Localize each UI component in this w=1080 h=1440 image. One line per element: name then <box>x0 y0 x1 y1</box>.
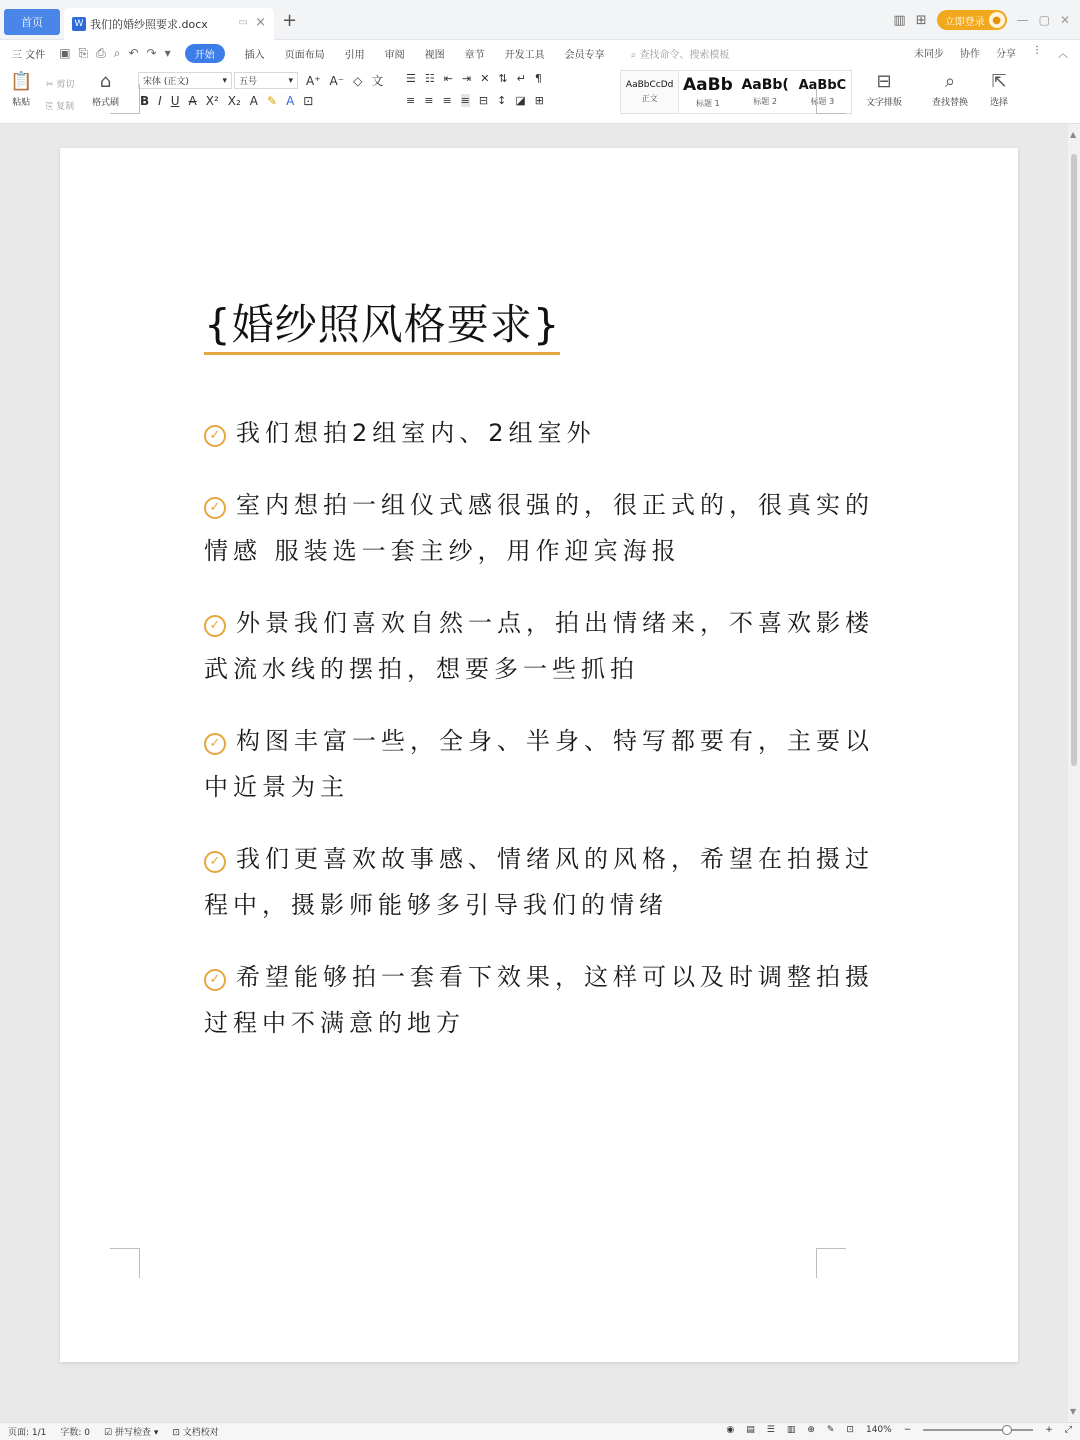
tab-home[interactable]: 开始 <box>185 44 225 63</box>
increase-indent-icon[interactable]: ⇥ <box>461 72 472 85</box>
zoom-slider[interactable] <box>923 1429 1033 1431</box>
fullscreen-icon[interactable]: ⤢ <box>1064 1425 1072 1435</box>
tab-member[interactable]: 会员专享 <box>564 49 605 61</box>
text-effect-icon[interactable]: A <box>249 94 258 108</box>
customize-icon[interactable]: ▾ <box>164 46 171 60</box>
style-normal[interactable] <box>621 71 679 113</box>
list-item[interactable] <box>204 718 874 810</box>
strikethrough-icon[interactable]: A <box>188 94 197 108</box>
copy-button[interactable]: ⎘ 复制 <box>46 102 75 112</box>
justify-icon[interactable]: ≡ <box>460 94 470 107</box>
chevron-down-icon: ▾ <box>222 75 227 86</box>
select-label: 选择 <box>990 98 1009 108</box>
collapse-ribbon-icon[interactable]: ︿ <box>1058 49 1068 60</box>
style-heading-1[interactable] <box>679 71 736 113</box>
text-layout-button[interactable] <box>866 72 902 108</box>
list-item-text: 希望能够拍一套看下效果，这样可以及时调整拍摄过程中不满意的地方 <box>204 963 874 1037</box>
highlight-icon[interactable]: ✎ <box>267 94 278 108</box>
tab-review[interactable]: 审阅 <box>384 49 405 61</box>
paste-button[interactable] <box>10 72 32 108</box>
word-doc-icon: W <box>72 17 86 31</box>
login-label: 立即登录 <box>944 16 985 28</box>
list-item[interactable] <box>204 836 874 928</box>
zoom-out-icon[interactable]: − <box>903 1425 912 1435</box>
paste-label: 粘贴 <box>12 98 31 108</box>
scroll-up-icon[interactable]: ▲ <box>1070 130 1077 139</box>
margin-mark-top-right <box>816 84 846 114</box>
search-command-input[interactable] <box>631 46 730 61</box>
style-heading-2-sample: AaBb( <box>741 77 789 93</box>
copy-label: 复制 <box>56 102 75 112</box>
tab-developer[interactable]: 开发工具 <box>504 49 545 61</box>
list-item-text: 我们想拍2组室内、2组室外 <box>236 419 596 447</box>
file-menu[interactable]: 三 文件 <box>12 49 46 61</box>
zoom-level[interactable]: 140% <box>865 1425 892 1435</box>
font-color-icon[interactable]: A <box>286 94 295 108</box>
tab-chapter[interactable]: 章节 <box>464 49 485 61</box>
zoom-slider-knob[interactable] <box>1002 1425 1012 1435</box>
list-item[interactable] <box>204 410 874 456</box>
magnifier-icon: ⌕ <box>944 71 956 92</box>
chinese-layout-icon[interactable]: ✕ <box>480 72 490 85</box>
bullet-list-icon[interactable]: ☰ <box>406 72 416 85</box>
share-button[interactable]: 分享 <box>996 49 1016 60</box>
check-circle-icon: ✓ <box>204 425 226 447</box>
shading-icon[interactable]: ◪ <box>515 94 526 107</box>
close-tab-icon[interactable]: × <box>255 15 266 30</box>
check-circle-icon: ✓ <box>204 497 226 519</box>
font-family-value: 宋体 (正文) <box>143 77 189 87</box>
list-item-text: 外景我们喜欢自然一点，拍出情绪来，不喜欢影楼武流水线的摆拍，想要多一些抓拍 <box>204 609 874 683</box>
document-tab-label: 我们的婚纱照要求.docx <box>90 18 208 31</box>
minimize-icon[interactable]: — <box>1016 13 1029 27</box>
list-item-text: 我们更喜欢故事感、情绪风的风格，希望在拍摄过程中，摄影师能够多引导我们的情绪 <box>204 845 874 919</box>
eye-protect-icon[interactable]: ◉ <box>726 1425 735 1435</box>
margin-mark-bottom-right <box>816 1248 846 1278</box>
shrink-font-icon[interactable]: A⁻ <box>329 73 345 88</box>
bold-icon[interactable]: B <box>140 94 150 108</box>
style-normal-sample: AaBbCcDd <box>625 80 674 90</box>
tab-page-layout[interactable]: 页面布局 <box>284 49 325 61</box>
text-layout-icon: ⊟ <box>876 71 892 92</box>
char-border-icon[interactable]: ⊡ <box>303 94 314 108</box>
show-marks-icon[interactable]: ¶ <box>534 72 542 85</box>
align-center-icon[interactable]: ≡ <box>424 94 434 107</box>
italic-icon[interactable]: I <box>158 94 162 108</box>
proofread-button[interactable]: ⊡ 文档校对 <box>172 1428 219 1438</box>
style-heading-2-label: 标题 2 <box>753 97 777 106</box>
line-break-icon[interactable]: ↵ <box>516 72 526 85</box>
chevron-down-icon: ▾ <box>288 75 293 86</box>
sort-icon[interactable]: ⇅ <box>498 72 508 85</box>
superscript-icon[interactable]: X² <box>205 94 219 108</box>
layout-icon[interactable]: ▥ <box>893 12 906 28</box>
login-button[interactable] <box>937 10 1007 30</box>
document-tab[interactable] <box>64 8 274 40</box>
status-bar <box>0 1422 1080 1440</box>
menu-bar <box>0 40 1080 66</box>
borders-icon[interactable]: ⊞ <box>534 94 544 107</box>
print-icon[interactable]: ⎙ <box>96 45 106 60</box>
margin-mark-bottom-left <box>110 1248 140 1278</box>
list-item[interactable] <box>204 482 874 574</box>
font-family-select[interactable] <box>138 72 232 89</box>
clipboard-icon: 📋 <box>10 71 33 92</box>
redo-icon[interactable]: ↷ <box>146 46 157 60</box>
list-item[interactable] <box>204 954 874 1046</box>
grow-font-icon[interactable]: A⁺ <box>306 73 321 88</box>
style-heading-1-sample: AaBb <box>682 75 733 95</box>
text-layout-label: 文字排版 <box>866 98 903 108</box>
scroll-down-icon[interactable]: ▼ <box>1070 1407 1077 1416</box>
home-tab[interactable]: 首页 <box>4 9 60 35</box>
align-left-icon[interactable]: ≡ <box>406 94 416 107</box>
outline-view-icon[interactable]: ☰ <box>766 1425 775 1435</box>
search-command-label: 查找命令、搜索模板 <box>639 49 730 61</box>
tab-window-icon[interactable]: ▭ <box>238 17 248 28</box>
scrollbar-thumb[interactable] <box>1071 154 1077 766</box>
tab-references[interactable]: 引用 <box>344 49 365 61</box>
avatar-icon: ● <box>989 12 1005 28</box>
cursor-icon: ⇱ <box>991 71 1007 92</box>
check-circle-icon: ✓ <box>204 615 226 637</box>
ribbon-toolbar <box>0 66 1080 124</box>
brush-icon: ⌂ <box>99 71 112 92</box>
check-circle-icon: ✓ <box>204 733 226 755</box>
clear-format-icon[interactable]: ◇ <box>353 73 363 88</box>
font-size-value: 五号 <box>239 77 258 87</box>
decrease-indent-icon[interactable]: ⇤ <box>443 72 453 85</box>
underline-icon[interactable]: U <box>170 94 180 108</box>
write-view-icon[interactable]: ✎ <box>826 1425 835 1435</box>
apps-grid-icon[interactable]: ⊞ <box>915 12 927 28</box>
check-circle-icon: ✓ <box>204 851 226 873</box>
new-tab-button[interactable]: + <box>282 10 298 31</box>
line-spacing-icon[interactable]: ↕ <box>497 94 507 107</box>
page-indicator[interactable]: 页面: 1/1 <box>8 1428 47 1438</box>
style-heading-2[interactable] <box>737 71 794 113</box>
web-view-icon[interactable]: ⊕ <box>807 1425 815 1435</box>
list-item-text: 构图丰富一些，全身、半身、特写都要有，主要以中近景为主 <box>204 727 874 801</box>
cut-button[interactable]: ✂ 剪切 <box>46 80 75 90</box>
document-page[interactable] <box>60 148 1018 1362</box>
style-heading-3-sample: AaBbC <box>798 77 847 93</box>
more-icon[interactable]: ⋮ <box>1032 45 1042 56</box>
subscript-icon[interactable]: X₂ <box>227 94 241 108</box>
spell-check-label: 拼写检查 <box>114 1428 151 1438</box>
list-item-text: 室内想拍一组仪式感很强的，很正式的，很真实的情感 服装选一套主纱，用作迎宾海报 <box>204 491 874 565</box>
page-view-icon[interactable]: ▤ <box>746 1425 755 1435</box>
numbered-list-icon[interactable]: ☷ <box>424 72 435 85</box>
sync-status[interactable]: 未同步 <box>914 49 944 60</box>
list-item[interactable] <box>204 600 874 692</box>
close-window-icon[interactable]: ✕ <box>1059 13 1070 27</box>
distributed-icon[interactable]: ⊟ <box>478 94 489 107</box>
undo-icon[interactable]: ↶ <box>128 46 139 60</box>
zoom-in-icon[interactable]: + <box>1045 1425 1053 1435</box>
align-right-icon[interactable]: ≡ <box>442 94 452 107</box>
style-normal-label: 正文 <box>641 94 658 103</box>
phonetic-icon[interactable]: 文 <box>371 74 384 88</box>
search-icon: ⌕ <box>630 49 637 61</box>
style-heading-3-label: 标题 3 <box>810 96 835 106</box>
find-replace-label: 查找替换 <box>932 98 969 108</box>
format-painter-label: 格式刷 <box>92 98 120 108</box>
vertical-scrollbar[interactable] <box>1068 124 1080 1422</box>
tab-view[interactable]: 视图 <box>424 49 445 61</box>
select-button[interactable] <box>990 72 1008 108</box>
spell-check-button[interactable]: ☑ 拼写检查 ▾ <box>104 1428 159 1438</box>
preview-icon[interactable]: ⌕ <box>113 45 121 60</box>
tab-insert[interactable]: 插入 <box>244 49 265 61</box>
collaborate-button[interactable]: 协作 <box>960 49 980 60</box>
cut-label: 剪切 <box>56 80 75 90</box>
read-view-icon[interactable]: ▥ <box>786 1425 796 1435</box>
word-count[interactable]: 字数: 0 <box>60 1428 91 1438</box>
document-title[interactable]: {婚纱照风格要求} <box>204 300 560 355</box>
maximize-icon[interactable]: ▢ <box>1038 13 1050 27</box>
export-icon[interactable]: ⎘ <box>78 45 89 60</box>
find-replace-button[interactable] <box>932 72 968 108</box>
check-circle-icon: ✓ <box>204 969 226 991</box>
fit-page-icon[interactable]: ⊡ <box>846 1425 854 1435</box>
font-size-select[interactable] <box>234 72 298 89</box>
margin-mark-top-left <box>110 84 140 114</box>
title-bar <box>0 0 1080 40</box>
proofread-label: 文档校对 <box>182 1428 219 1438</box>
save-icon[interactable]: ▣ <box>59 46 71 60</box>
style-heading-1-label: 标题 1 <box>696 99 720 108</box>
requirements-list <box>204 410 874 1072</box>
